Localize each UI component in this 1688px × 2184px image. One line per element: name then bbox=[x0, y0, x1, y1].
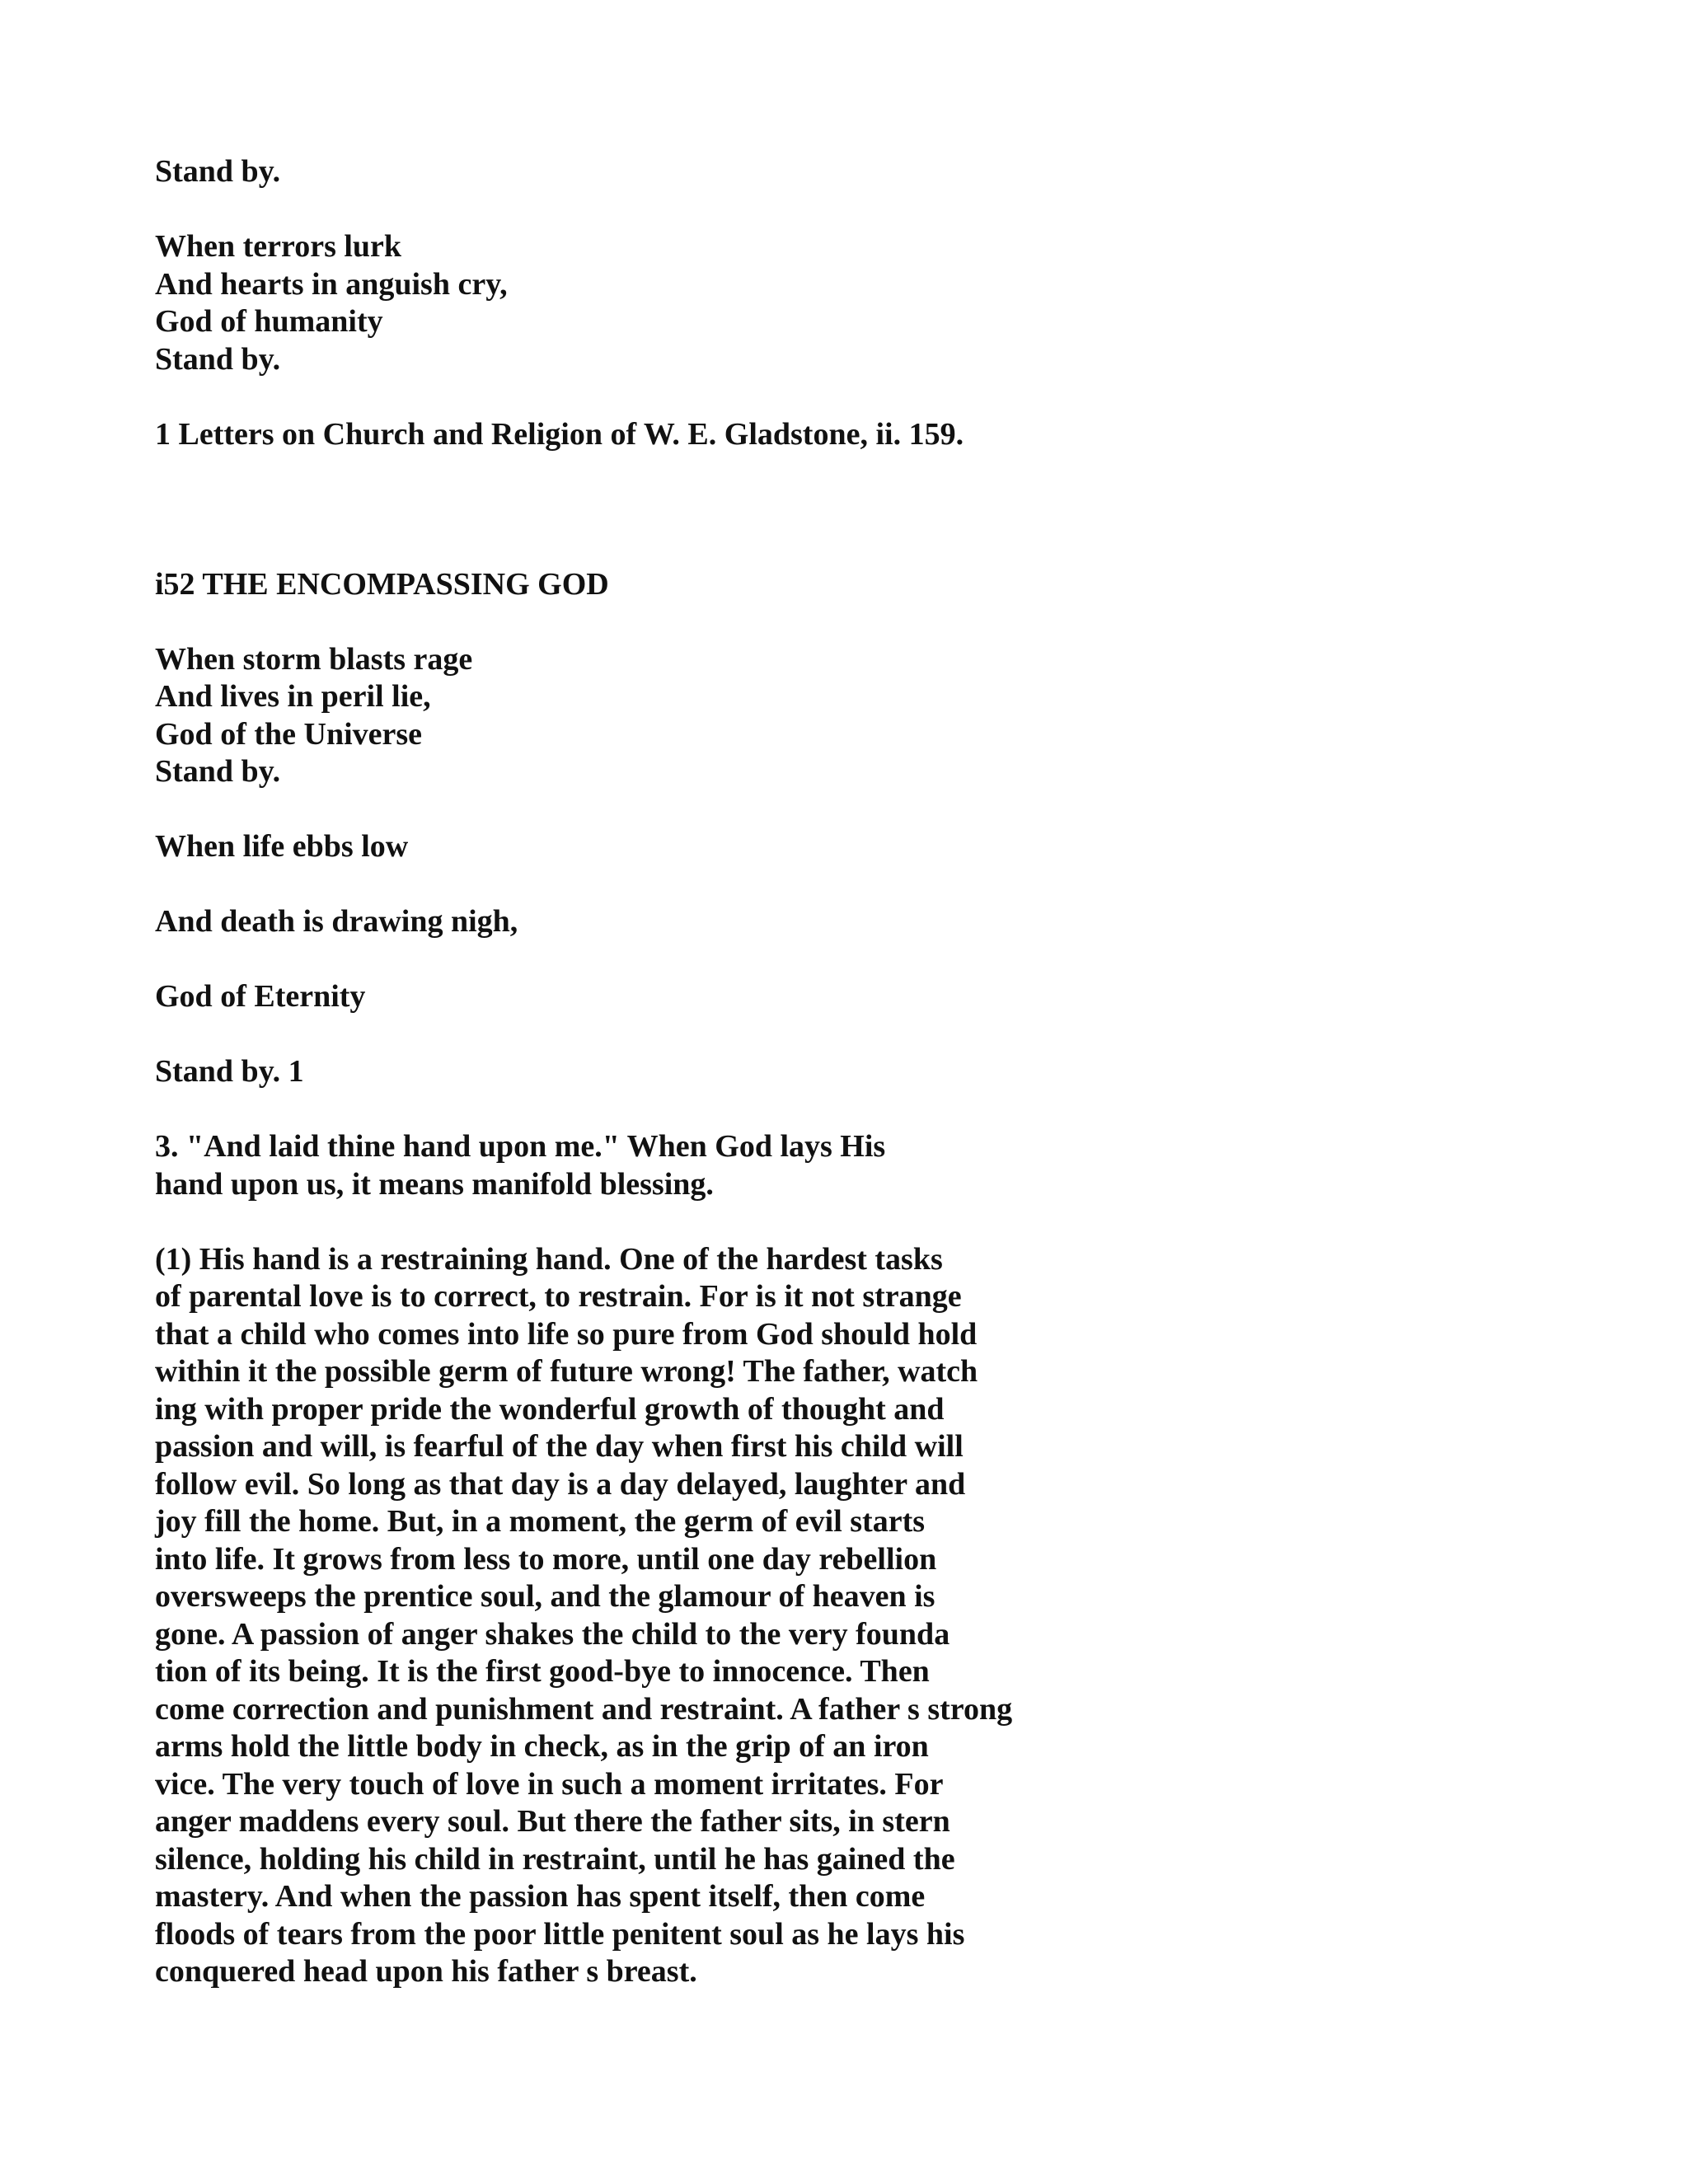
text-line: And death is drawing nigh, bbox=[155, 904, 518, 939]
text-line: God of humanity bbox=[155, 304, 383, 339]
text-line: into life. It grows from less to more, until one day rebellion bbox=[155, 1541, 937, 1577]
text-line: When storm blasts rage bbox=[155, 641, 473, 677]
text-line: tion of its being. It is the first good-bye to innocence. Then bbox=[155, 1654, 930, 1689]
text-line: vice. The very touch of love in such a moment irritates. For bbox=[155, 1766, 944, 1802]
poem-stanza-storm bbox=[155, 641, 1639, 791]
text-line: anger maddens every soul. But there the father sits, in stern bbox=[155, 1804, 950, 1839]
text-line: Stand by. bbox=[155, 154, 281, 189]
text-line: follow evil. So long as that day is a day delayed, laughter and bbox=[155, 1466, 966, 1502]
document-page bbox=[155, 153, 1639, 2028]
text-line: conquered head upon his father s breast. bbox=[155, 1954, 697, 1989]
text-line: Stand by. 1 bbox=[155, 1054, 304, 1089]
text-line: gone. A passion of anger shakes the child to the very founda bbox=[155, 1616, 950, 1652]
text-line: mastery. And when the passion has spent itself, then come bbox=[155, 1879, 926, 1914]
poem-line bbox=[155, 903, 1639, 941]
body-paragraph bbox=[155, 1241, 1639, 1991]
text-line: come correction and punishment and restraint. A father s strong bbox=[155, 1691, 1013, 1727]
section-heading-paragraph bbox=[155, 1128, 1639, 1203]
text-line: When terrors lurk bbox=[155, 229, 402, 264]
poem-stanza-terrors bbox=[155, 228, 1639, 378]
text-line: i52 THE ENCOMPASSING GOD bbox=[155, 566, 609, 602]
text-line: God of Eternity bbox=[155, 979, 366, 1014]
text-line: And hearts in anguish cry, bbox=[155, 266, 508, 302]
text-line: of parental love is to correct, to restrain. For is it not strange bbox=[155, 1279, 962, 1314]
poem-line bbox=[155, 978, 1639, 1016]
text-line: Stand by. bbox=[155, 754, 281, 789]
poem-line bbox=[155, 1053, 1639, 1091]
text-line: silence, holding his child in restraint, until he has gained the bbox=[155, 1841, 955, 1877]
text-line: within it the possible germ of future wrong! The father, watch bbox=[155, 1354, 978, 1389]
text-line: 1 Letters on Church and Religion of W. E. Gladstone, ii. 159. bbox=[155, 416, 964, 452]
page-break-gap bbox=[155, 491, 1639, 566]
text-line: floods of tears from the poor little penitent soul as he lays his bbox=[155, 1916, 965, 1952]
text-line: Stand by. bbox=[155, 341, 281, 377]
text-line: oversweeps the prentice soul, and the glamour of heaven is bbox=[155, 1579, 935, 1614]
text-line: When life ebbs low bbox=[155, 829, 409, 864]
text-line: arms hold the little body in check, as in the grip of an iron bbox=[155, 1729, 929, 1764]
text-line: God of the Universe bbox=[155, 716, 423, 752]
text-line: joy fill the home. But, in a moment, the germ of evil starts bbox=[155, 1504, 926, 1539]
running-header bbox=[155, 566, 1639, 604]
text-line: that a child who comes into life so pure from God should hold bbox=[155, 1316, 978, 1352]
footnote bbox=[155, 416, 1639, 454]
text-line: passion and will, is fearful of the day when first his child will bbox=[155, 1429, 964, 1464]
text-line: (1) His hand is a restraining hand. One of the hardest tasks bbox=[155, 1241, 943, 1277]
text-line: 3. "And laid thine hand upon me." When God lays His bbox=[155, 1129, 886, 1164]
text-line: hand upon us, it means manifold blessing. bbox=[155, 1166, 714, 1202]
poem-closing-line bbox=[155, 153, 1639, 191]
poem-line bbox=[155, 828, 1639, 866]
text-line: ing with proper pride the wonderful growth of thought and bbox=[155, 1391, 945, 1427]
text-line: And lives in peril lie, bbox=[155, 679, 431, 714]
